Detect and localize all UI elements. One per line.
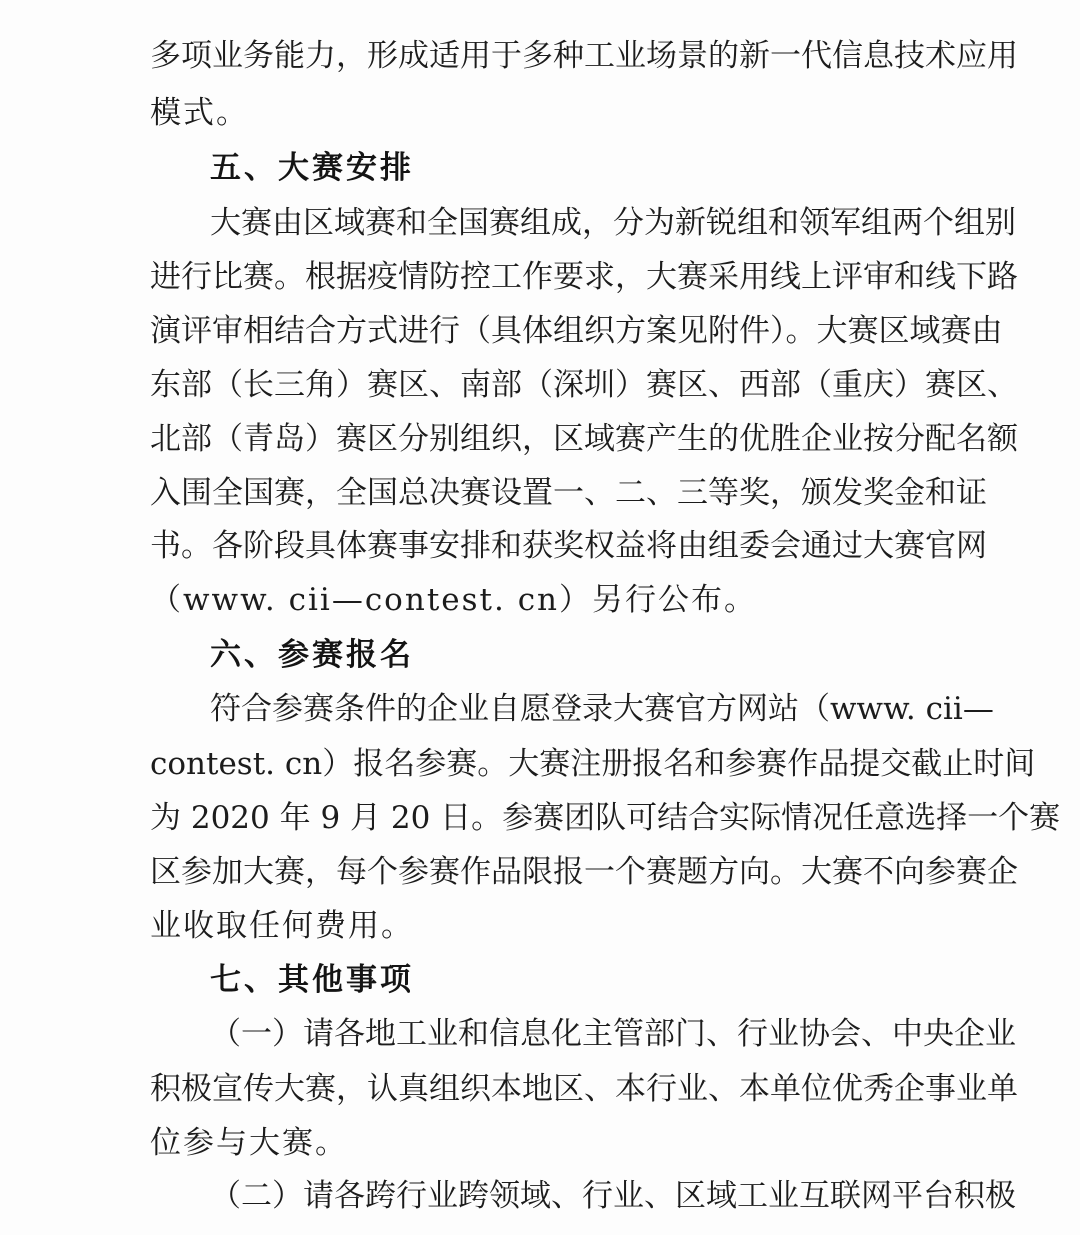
paragraph-line: 演评审相结合方式进行（具体组织方案见附件）。大赛区域赛由 bbox=[150, 313, 1003, 349]
paragraph-line: 模式。 bbox=[150, 95, 249, 131]
paragraph-line: 多项业务能力，形成适用于多种工业场景的新一代信息技术应用 bbox=[150, 38, 1018, 74]
paragraph-line: 北部（青岛）赛区分别组织，区域赛产生的优胜企业按分配名额 bbox=[150, 421, 1018, 457]
paragraph-line: （www. cii—contest. cn）另行公布。 bbox=[150, 582, 758, 618]
paragraph-line: 区参加大赛，每个参赛作品限报一个赛题方向。大赛不向参赛企 bbox=[150, 854, 1018, 890]
paragraph-line: 业收取任何费用。 bbox=[150, 908, 414, 944]
paragraph-line: 东部（长三角）赛区、南部（深圳）赛区、西部（重庆）赛区、 bbox=[150, 367, 1018, 403]
section-heading-7: 七、其他事项 bbox=[210, 962, 414, 998]
paragraph-line: （一）请各地工业和信息化主管部门、行业协会、中央企业 bbox=[210, 1016, 1016, 1052]
paragraph-line: 位参与大赛。 bbox=[150, 1125, 348, 1161]
paragraph-line: 书。各阶段具体赛事安排和获奖权益将由组委会通过大赛官网 bbox=[150, 528, 987, 564]
paragraph-line: 符合参赛条件的企业自愿登录大赛官方网站（www. cii— bbox=[210, 691, 994, 727]
paragraph-line: （二）请各跨行业跨领域、行业、区域工业互联网平台积极 bbox=[210, 1178, 1016, 1214]
paragraph-line: 为 2020 年 9 月 20 日。参赛团队可结合实际情况任意选择一个赛 bbox=[150, 800, 1061, 836]
paragraph-line: contest. cn）报名参赛。大赛注册报名和参赛作品提交截止时间 bbox=[150, 746, 1036, 782]
paragraph-line: 入围全国赛，全国总决赛设置一、二、三等奖，颁发奖金和证 bbox=[150, 475, 987, 511]
section-heading-5: 五、大赛安排 bbox=[210, 150, 414, 186]
paragraph-line: 大赛由区域赛和全国赛组成，分为新锐组和领军组两个组别 bbox=[210, 205, 1016, 241]
section-heading-6: 六、参赛报名 bbox=[210, 637, 414, 673]
paragraph-line: 积极宣传大赛，认真组织本地区、本行业、本单位优秀企事业单 bbox=[150, 1071, 1018, 1107]
paragraph-line: 进行比赛。根据疫情防控工作要求，大赛采用线上评审和线下路 bbox=[150, 259, 1018, 295]
